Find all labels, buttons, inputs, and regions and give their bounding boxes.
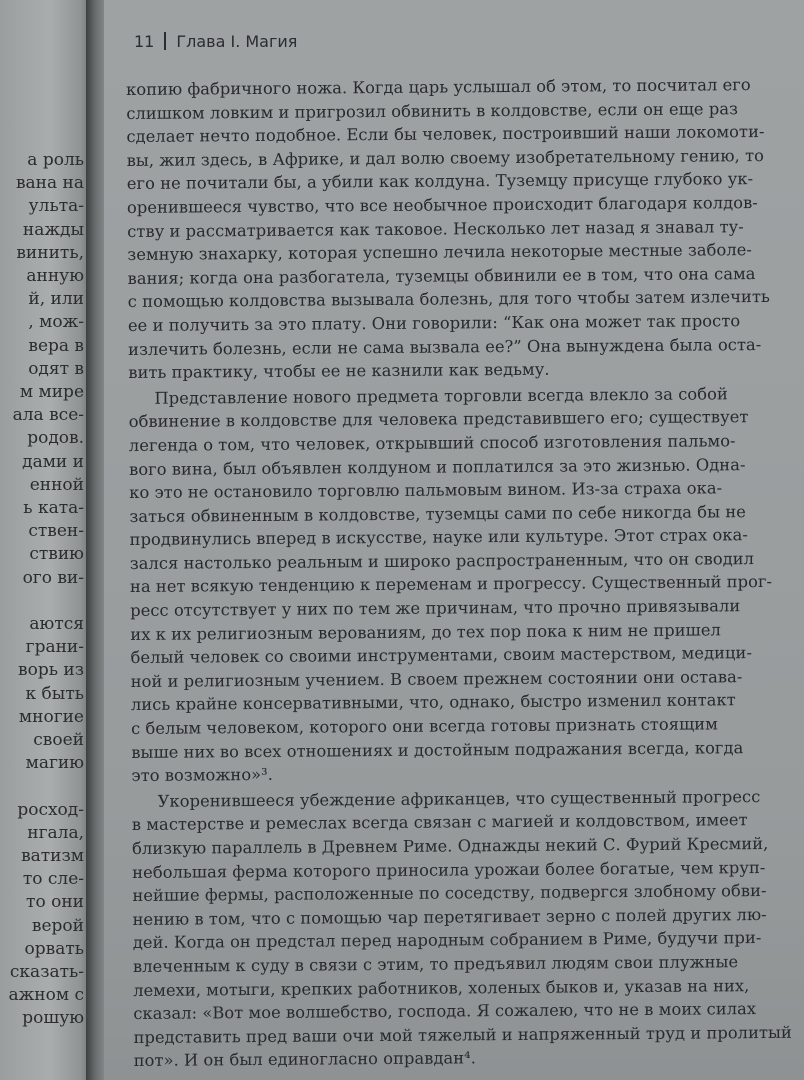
left-page-fragment: м мире [19,382,84,402]
text-line: Представление нового предмета торговли всегда влекло за собой [154,384,728,408]
text-line: Укоренившееся убеждение африканцев, что существенный прогресс [157,786,761,811]
text-line: пот». И он был единогласно оправдан⁴. [133,1048,477,1071]
left-page-fragment: енной [29,474,84,495]
text-line: ресс отсутствует у них по тем же причинам, что прочно привязывали [130,596,741,621]
text-line: его не почитали бы, а убили как колдуна. Туземцу присуще глубоко ук- [126,169,754,194]
left-page-fragment: магию [25,753,84,774]
text-line: вого вина, был объявлен колдуном и поплатился за это жизнью. Одна- [128,454,746,479]
left-page-fragment: своей [33,730,84,750]
text-line: продвинулись вперед в искусстве, науке или культуре. Этот страх ока- [129,525,748,550]
text-line: представить пред ваши очи мой тяжелый и напряженный труд и пролитый [133,1022,792,1047]
left-page-fragment: то сле- [22,869,84,890]
text-line: небольшая ферма которого приносила урожаи более богатые, чем круп- [132,857,766,882]
left-page-fragment: рошую [22,1008,84,1029]
text-line: зался настолько реальным и широко распространенным, что он сводил [129,548,755,573]
text-line: оренившееся чувство, что все необычное происходит благодаря колдов- [126,193,758,217]
text-line: обвинение в колдовстве для человека представившего его; существует [128,407,749,432]
text-line: нению в том, что с помощью чар перетягивает зерно с полей других лю- [132,904,767,929]
text-line: слишком ловким и пригрозил обвинить в колдовстве, если он еще раз [126,98,739,123]
left-page-fragment: одят в [28,358,84,379]
text-line: ее и получить за это плату. Они говорили: “Как она может так просто [127,311,741,335]
text-line: сказал: «Вот мое волшебство, господа. Я сожалею, что не в моих силах [133,999,757,1024]
text-line: излечить болезнь, если не сама вызвала ее?” Она вынуждена была оста- [128,334,762,359]
page-number: 11 [134,32,155,51]
text-line: на нет всякую тенденцию к переменам и прогрессу. Существенный прог- [129,572,773,597]
text-line: ству и рассматривается как таковое. Несколько лет назад я знавал ту- [127,216,744,241]
left-page-fragment: дами и [22,451,84,472]
text-line: заться обвиненным в колдовстве, туземцы сами по себе никогда бы не [129,501,746,526]
left-page-fragment: аются [29,614,84,634]
left-page-fragment: многие [18,706,84,727]
left-page-fragment: вана на [15,173,84,194]
text-line: нейшие фермы, расположенные по соседству, подвергся злобному обви- [132,881,767,906]
text-line: ко это не остановило торговлю пальмовым вином. Из-за страха ока- [129,478,723,503]
text-line: копию фабричного ножа. Когда царь услышал об этом, то посчитал его [126,75,751,99]
left-page-fragment: росход- [17,799,84,820]
left-page-fragment: ватизм [21,846,84,866]
left-page-fragment: , мож- [28,312,84,333]
left-page-fragment: нгала, [27,822,84,843]
left-page-fragment: то они [26,892,84,913]
text-line: лись крайне консервативными, что, однако, быстро изменил контакт [130,690,736,715]
left-page-fragment: сказать- [9,962,84,982]
text-line: сделает нечто подобное. Если бы человек, построивший наши локомоти- [126,122,765,147]
left-page-fragment: орвать [24,938,84,959]
text-line: вить практику, чтобы ее не казнили как ведьму. [128,359,550,383]
left-page-fragment: а роль [27,150,84,170]
text-line: вы, жил здесь, в Африке, и дал волю своему изобретательному гению, то [126,145,765,170]
left-page-fragment: ала все- [12,405,84,426]
right-page [104,0,804,1080]
text-line: земную знахарку, которая успешно лечила некоторые местные заболе- [127,240,753,265]
text-line: выше них во всех отношениях и достойным подражания всегда, когда [131,737,744,762]
text-line: вания; когда она разбогатела, туземцы обвинили ее в том, что она сама [127,263,756,288]
left-facing-page [0,0,92,1080]
text-line: лемехи, мотыги, крепких работников, холеных быков и, указав на них, [133,975,750,1000]
text-line: это возможно»³. [131,765,274,786]
text-line: дей. Когда он предстал перед народным собранием в Риме, будучи при- [132,928,762,953]
header-divider [164,32,166,50]
left-page-fragment: ствен- [28,521,84,542]
chapter-title: Глава I. Магия [176,32,298,51]
left-page-fragment: к быть [25,683,84,704]
left-page-fragment: ворь из [18,660,84,681]
left-page-fragment: ствию [29,544,84,565]
left-page-fragment: ульта- [28,196,84,217]
text-line: с помощью колдовства вызывала болезнь, для того чтобы затем излечить [127,287,770,312]
left-page-fragment: грани- [25,637,84,658]
text-line: ной и религиозным учением. В своем прежнем состоянии они остава- [130,667,743,691]
text-line: влеченным к суду в связи с этим, то предъявил людям свои плужные [132,952,739,976]
body-text [126,73,794,1073]
left-page-fragment: ажном с [8,985,84,1006]
text-line: в мастерстве и ремеслах всегда связан с магией и колдовством, имеет [131,810,748,835]
text-line: белый человек со своими инструментами, своим мастерством, медици- [130,643,753,668]
left-page-fragment: й, или [28,289,84,310]
left-page-fragment: ого ви- [22,567,84,588]
text-line: их к их религиозным верованиям, до тех пор пока к ним не пришел [130,620,721,644]
left-page-fragment: родов. [27,428,84,449]
running-header [134,32,297,51]
text-line: легенда о том, что человек, открывший способ изготовления пальмо- [128,431,736,455]
left-page-fragment: верой [31,915,84,936]
left-page-fragment: ь ката- [23,498,84,518]
text-line: с белым человеком, которого они всегда готовы признать стоящим [131,714,718,739]
text-line: близкую параллель в Древнем Риме. Однажды некий С. Фурий Кресмий, [131,833,769,858]
left-page-fragment: вера в [28,335,84,356]
left-page-fragment: винить, [16,242,84,263]
left-page-fragment: нажды [22,219,84,240]
left-page-fragment: анную [26,266,84,286]
